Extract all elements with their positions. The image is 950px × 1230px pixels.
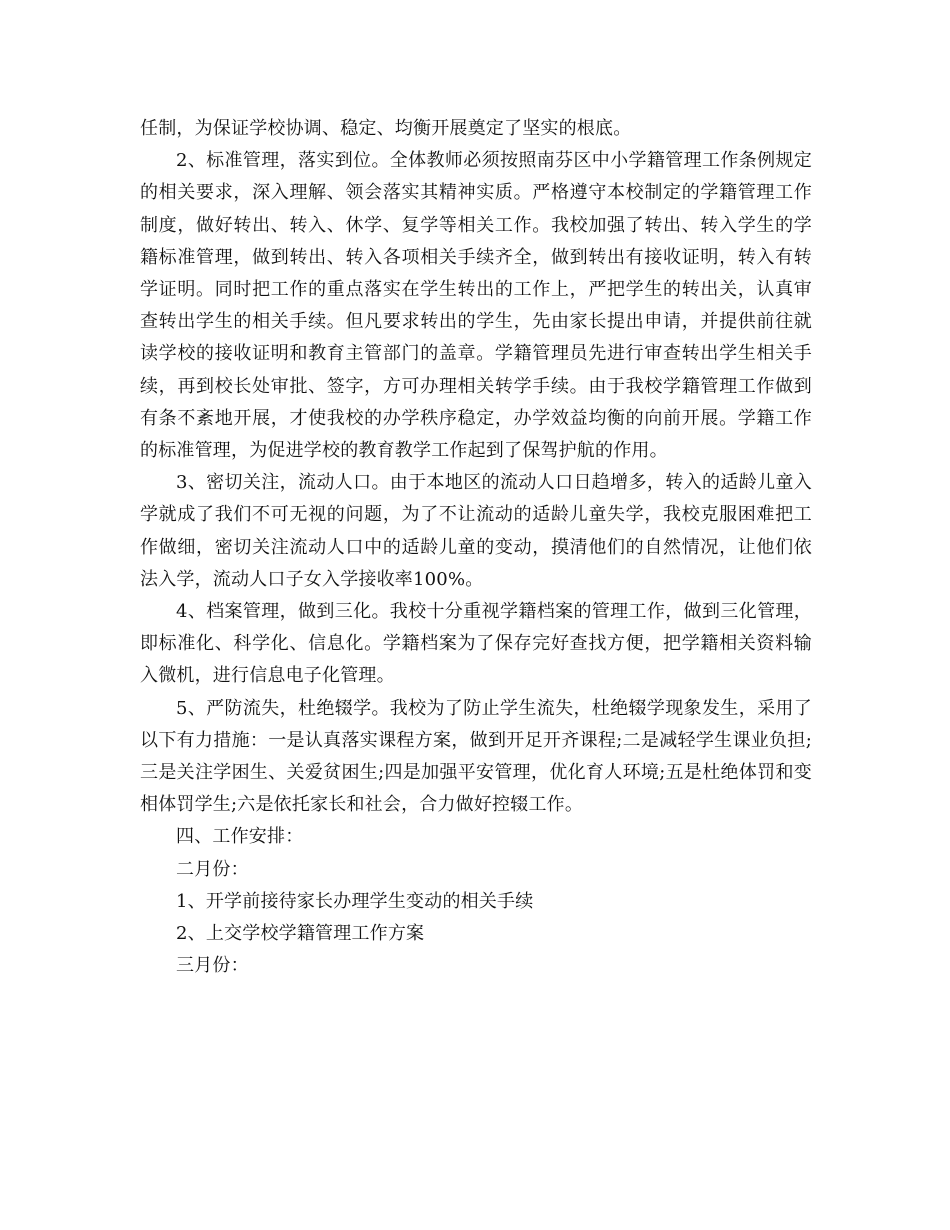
list-item-february-2: 2、上交学校学籍管理工作方案: [176, 923, 425, 945]
paragraph-prevent-dropout: 5、严防流失，杜绝辍学。我校为了防止学生流失，杜绝辍学现象发生，采用了以下有力措施：一是认真落实课程方案，做到开足开齐课程;二是减轻学生课业负担;三是关注学困生、关爱贫困生;四是加强平安管理，优化育人环境;五是杜绝体罚和变相体罚学生;六是依托家长和社会，合力做好控辍工作。: [140, 697, 812, 816]
document-body: [140, 113, 812, 982]
section-heading-work-plan: 四、工作安排：: [176, 826, 304, 848]
month-heading-march: 三月份：: [176, 955, 249, 977]
paragraph-floating-population: 3、密切关注，流动人口。由于本地区的流动人口日趋增多，转入的适龄儿童入学就成了我们不可无视的问题，为了不让流动的适龄儿童失学，我校克服困难把工作做细，密切关注流动人口中的适龄儿童的变动，摸清他们的自然情况，让他们依法入学，流动人口子女入学接收率100%。: [140, 472, 812, 590]
paragraph-standard-management: 2、标准管理，落实到位。全体教师必须按照南芬区中小学籍管理工作条例规定的相关要求，深入理解、领会落实其精神实质。严格遵守本校制定的学籍管理工作制度，做好转出、转入、休学、复学等相关工作。我校加强了转出、转入学生的学籍标准管理，做到转出、转入各项相关手续齐全，做到转出有接收证明，转入有转学证明。同时把工作的重点落实在学生转出的工作上，严把学生的转出关，认真审查转出学生的相关手续。但凡要求转出的学生，先由家长提出申请，并提供前往就读学校的接收证明和教育主管部门的盖章。学籍管理员先进行审查转出学生相关手续，再到校长处审批、签字，方可办理相关转学手续。由于我校学籍管理工作做到有条不紊地开展，才使我校的办学秩序稳定，办学效益均衡的向前开展。学籍工作的标准管理，为促进学校的教育教学工作起到了保驾护航的作用。: [140, 150, 812, 462]
paragraph-continuation: 任制，为保证学校协调、稳定、均衡开展奠定了坚实的根底。: [140, 118, 632, 139]
list-item-february-1: 1、开学前接待家长办理学生变动的相关手续: [176, 890, 534, 912]
month-heading-february: 二月份：: [176, 858, 249, 880]
paragraph-archive-management: 4、档案管理，做到三化。我校十分重视学籍档案的管理工作，做到三化管理，即标准化、科学化、信息化。学籍档案为了保存完好查找方便，把学籍相关资料输入微机，进行信息电子化管理。: [140, 601, 812, 687]
